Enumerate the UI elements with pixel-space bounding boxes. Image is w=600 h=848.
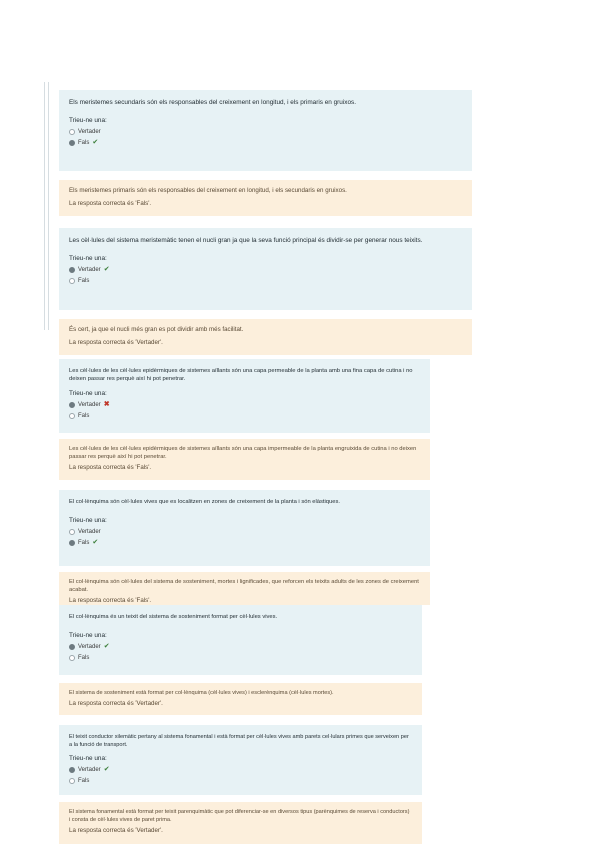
option-label: Vertader xyxy=(78,529,101,535)
question-6 xyxy=(59,725,422,795)
feedback-text: És cert, ja que el nucli més gran es pot dividir amb més facilitat. xyxy=(69,326,244,333)
question-text: El teixit conductor xilemàtic pertany al sistema fonamental i està format per cèl·lules vives amb parets cel·lulars primes que serveixen per a la funció de transport. xyxy=(69,734,409,748)
feedback-text: Els meristemes primaris són els responsables del creixement en longitud, i els secundaris en gruixos. xyxy=(69,187,347,194)
question-2 xyxy=(59,228,472,310)
feedback-3 xyxy=(59,439,430,480)
feedback-text: Les cèl·lules de les cèl·lules epidèrmiques de sistemes aïllants són una capa impermeable de la planta engruixida de cutina i no deixen passar res perquè així hi pot penetrar. xyxy=(69,446,417,460)
feedback-text: El sistema de sosteniment està format per col·lènquima (cèl·lules vives) i esclerènquima (cèl·lules mortes). xyxy=(69,690,334,696)
option-fals[interactable] xyxy=(69,540,420,546)
option-vertader[interactable] xyxy=(69,129,462,135)
option-fals[interactable] xyxy=(69,278,462,284)
correct-answer: La resposta correcta és 'Fals'. xyxy=(69,200,152,207)
option-fals[interactable] xyxy=(69,413,420,419)
radio-selected-icon[interactable] xyxy=(69,767,75,773)
question-text: El col·lènquima són cèl·lules vives que es localitzen en zones de creixement de la planta i són elàstiques. xyxy=(69,499,340,505)
feedback-6 xyxy=(59,802,422,844)
question-text: El col·lènquima és un teixit del sistema de sosteniment format per cèl·lules vives. xyxy=(69,614,278,620)
question-4 xyxy=(59,490,430,566)
option-vertader[interactable] xyxy=(69,267,462,273)
option-vertader[interactable] xyxy=(69,767,412,773)
question-3 xyxy=(59,359,430,433)
option-label: Fals xyxy=(78,655,90,661)
option-label: Fals xyxy=(78,413,90,419)
check-icon: ✔ xyxy=(103,643,110,650)
option-label: Vertader xyxy=(78,402,101,408)
choice-prompt: Trieu-ne una: xyxy=(69,390,107,397)
option-label: Fals xyxy=(78,278,90,284)
choice-prompt: Trieu-ne una: xyxy=(69,517,107,524)
option-label: Vertader xyxy=(78,767,101,773)
correct-answer: La resposta correcta és 'Vertader'. xyxy=(69,700,163,707)
check-icon: ✔ xyxy=(103,266,110,273)
feedback-2 xyxy=(59,319,472,355)
choice-prompt: Trieu-ne una: xyxy=(69,117,107,124)
radio-selected-icon[interactable] xyxy=(69,267,75,273)
option-vertader[interactable] xyxy=(69,644,412,650)
option-fals[interactable] xyxy=(69,655,412,661)
option-label: Vertader xyxy=(78,644,101,650)
radio-icon[interactable] xyxy=(69,655,75,661)
feedback-1 xyxy=(59,180,472,216)
option-label: Vertader xyxy=(78,267,101,273)
check-icon: ✔ xyxy=(92,139,99,146)
option-fals[interactable] xyxy=(69,140,462,146)
left-rule xyxy=(44,82,45,330)
radio-selected-icon[interactable] xyxy=(69,140,75,146)
correct-answer: La resposta correcta és 'Vertader'. xyxy=(69,339,163,346)
option-vertader[interactable] xyxy=(69,402,420,408)
radio-selected-icon[interactable] xyxy=(69,402,75,408)
choice-prompt: Trieu-ne una: xyxy=(69,632,107,639)
radio-selected-icon[interactable] xyxy=(69,644,75,650)
check-icon: ✔ xyxy=(103,766,110,773)
correct-answer: La resposta correcta és 'Fals'. xyxy=(69,464,152,471)
question-5 xyxy=(59,605,422,675)
radio-icon[interactable] xyxy=(69,129,75,135)
question-1 xyxy=(59,90,472,171)
radio-icon[interactable] xyxy=(69,778,75,784)
feedback-text: El sistema fonamental està format per teixit parenquimàtic que pot diferenciar-se en diversos tipus (parènquimes de reserva i conductors) i consta de cèl·lules vives de paret prima. xyxy=(69,809,410,823)
correct-answer: La resposta correcta és 'Vertader'. xyxy=(69,827,163,834)
option-label: Fals xyxy=(78,140,90,146)
correct-answer: La resposta correcta és 'Fals'. xyxy=(69,597,152,604)
radio-selected-icon[interactable] xyxy=(69,540,75,546)
option-label: Fals xyxy=(78,778,90,784)
radio-icon[interactable] xyxy=(69,529,75,535)
radio-icon[interactable] xyxy=(69,278,75,284)
feedback-4 xyxy=(59,572,430,605)
choice-prompt: Trieu-ne una: xyxy=(69,755,107,762)
option-label: Vertader xyxy=(78,129,101,135)
radio-icon[interactable] xyxy=(69,413,75,419)
option-label: Fals xyxy=(78,540,90,546)
question-text: Les cèl·lules de les cèl·lules epidèrmiques de sistemes aïllants són una capa permeable de la planta amb una fina capa de cutina i no deixen passar res perquè així hi pot penetrar. xyxy=(69,368,413,382)
option-vertader[interactable] xyxy=(69,529,420,535)
feedback-5 xyxy=(59,683,422,715)
feedback-text: El col·lènquima són cèl·lules del sistema de sosteniment, mortes i lignificades, que reforcen els teixits adults de les zones de creixement acabat. xyxy=(69,579,419,593)
choice-prompt: Trieu-ne una: xyxy=(69,255,107,262)
question-text: Els meristemes secundaris són els responsables del creixement en longitud, i els primaris en gruixos. xyxy=(69,99,356,106)
check-icon: ✔ xyxy=(92,539,99,546)
option-fals[interactable] xyxy=(69,778,412,784)
cross-icon: ✖ xyxy=(103,401,110,408)
question-text: Les cèl·lules del sistema meristemàtic tenen el nucli gran ja que la seva funció principal és dividir-se per generar nous teixits. xyxy=(69,237,423,244)
left-rule-2 xyxy=(48,82,49,330)
